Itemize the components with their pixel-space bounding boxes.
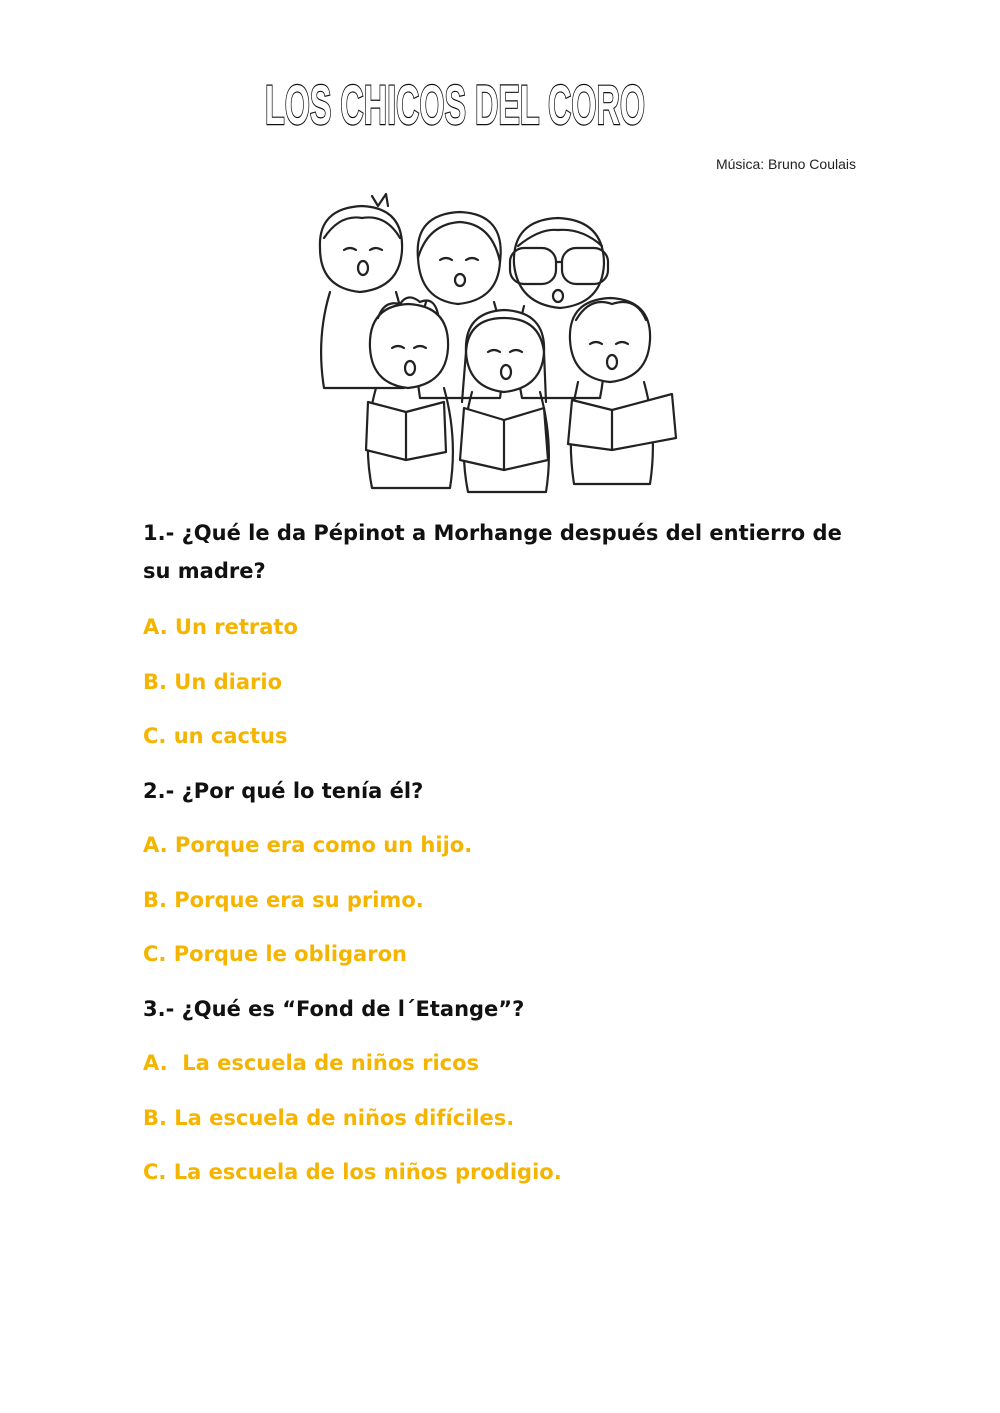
- question-3: 3.- ¿Qué es “Fond de l´Etange”?: [143, 996, 525, 1021]
- answer-option[interactable]: C. Porque le obligaron: [143, 942, 407, 966]
- answer-option[interactable]: B. Porque era su primo.: [143, 887, 424, 912]
- answer-option[interactable]: A. Porque era como un hijo.: [143, 833, 473, 857]
- answer-option[interactable]: C. La escuela de los niños prodigio.: [143, 1160, 562, 1184]
- question-block-1: [143, 514, 863, 764]
- child-front-middle: [460, 310, 549, 492]
- question-block-3: [143, 982, 863, 1200]
- choir-children-illustration: [300, 188, 696, 500]
- answer-option[interactable]: C. un cactus: [143, 724, 288, 748]
- child-front-right: [568, 298, 676, 484]
- question-2: 2.- ¿Por qué lo tenía él?: [143, 778, 424, 803]
- child-front-left: [366, 297, 453, 488]
- question-1: 1.- ¿Qué le da Pépinot a Morhange después del entierro de su madre?: [143, 521, 842, 583]
- answer-option[interactable]: B. La escuela de niños difíciles.: [143, 1105, 515, 1130]
- title-text: LOS CHICOS DEL CORO: [265, 73, 645, 136]
- worksheet-title: [262, 74, 648, 134]
- answer-option[interactable]: A. La escuela de niños ricos: [143, 1051, 480, 1075]
- question-block-2: [143, 764, 863, 982]
- answer-option[interactable]: B. Un diario: [143, 669, 282, 694]
- answer-option[interactable]: A. Un retrato: [143, 615, 298, 639]
- quiz: [143, 514, 863, 1200]
- music-credit: Música: Bruno Coulais: [715, 156, 856, 172]
